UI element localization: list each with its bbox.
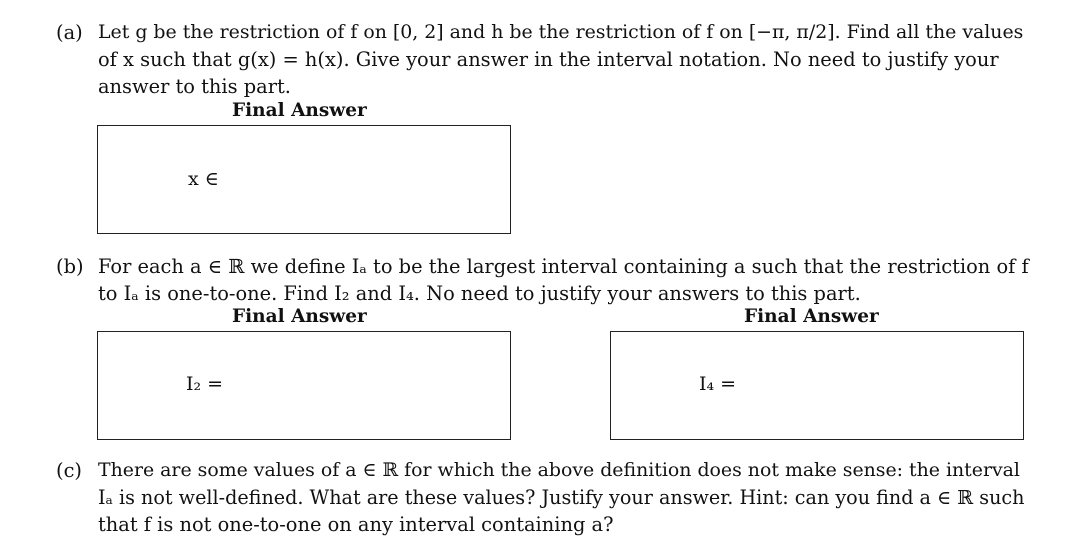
part-b-text <box>98 253 1031 307</box>
part-b-answer-box-i4[interactable] <box>610 331 1024 440</box>
part-a <box>56 19 1031 100</box>
part-c-line-2: Iₐ is not well-defined. What are these values? Justify your answer. Hint: can you find a ∈ ℝ such <box>98 486 1025 509</box>
part-a-text <box>98 19 1031 100</box>
part-a-line-1: Let g be the restriction of f on [0, 2] and h be the restriction of f on [−π, π/2]. Find all the values <box>98 21 1024 43</box>
part-a-answer-box[interactable] <box>97 125 511 234</box>
part-b-line-1: For each a ∈ ℝ we define Iₐ to be the largest interval containing a such that the restriction of f <box>98 255 1029 278</box>
part-c-label: (c) <box>56 459 82 482</box>
part-c-line-3: that f is not one-to-one on any interval containing a? <box>98 513 614 536</box>
part-b-final-answer-label-left: Final Answer <box>232 306 367 327</box>
part-b-answer-prompt-i4: I₄ = <box>699 373 737 395</box>
part-b-final-answer-label-right: Final Answer <box>744 306 879 327</box>
part-a-line-2: of x such that g(x) = h(x). Give your answer in the interval notation. No need to justify your <box>98 48 999 71</box>
part-b-answer-input-i2[interactable] <box>238 371 492 399</box>
part-a-line-3: answer to this part. <box>98 75 291 98</box>
part-c-line-1: There are some values of a ∈ ℝ for which the above definition does not make sense: the interval <box>98 459 1020 481</box>
part-b-answer-input-i4[interactable] <box>751 371 1005 399</box>
part-b-answer-box-i2[interactable] <box>97 331 511 440</box>
part-c <box>56 457 1031 538</box>
part-b-answer-prompt-i2: I₂ = <box>186 373 224 395</box>
part-c-text <box>98 457 1031 538</box>
part-b-line-2: to Iₐ is one-to-one. Find I₂ and I₄. No need to justify your answers to this part. <box>98 282 861 305</box>
part-a-answer-prompt: x ∈ <box>188 168 219 190</box>
part-b <box>56 253 1031 307</box>
part-a-label: (a) <box>56 21 83 44</box>
part-b-label: (b) <box>56 255 84 278</box>
part-a-answer-input[interactable] <box>228 166 492 194</box>
part-a-final-answer-label: Final Answer <box>232 100 367 121</box>
